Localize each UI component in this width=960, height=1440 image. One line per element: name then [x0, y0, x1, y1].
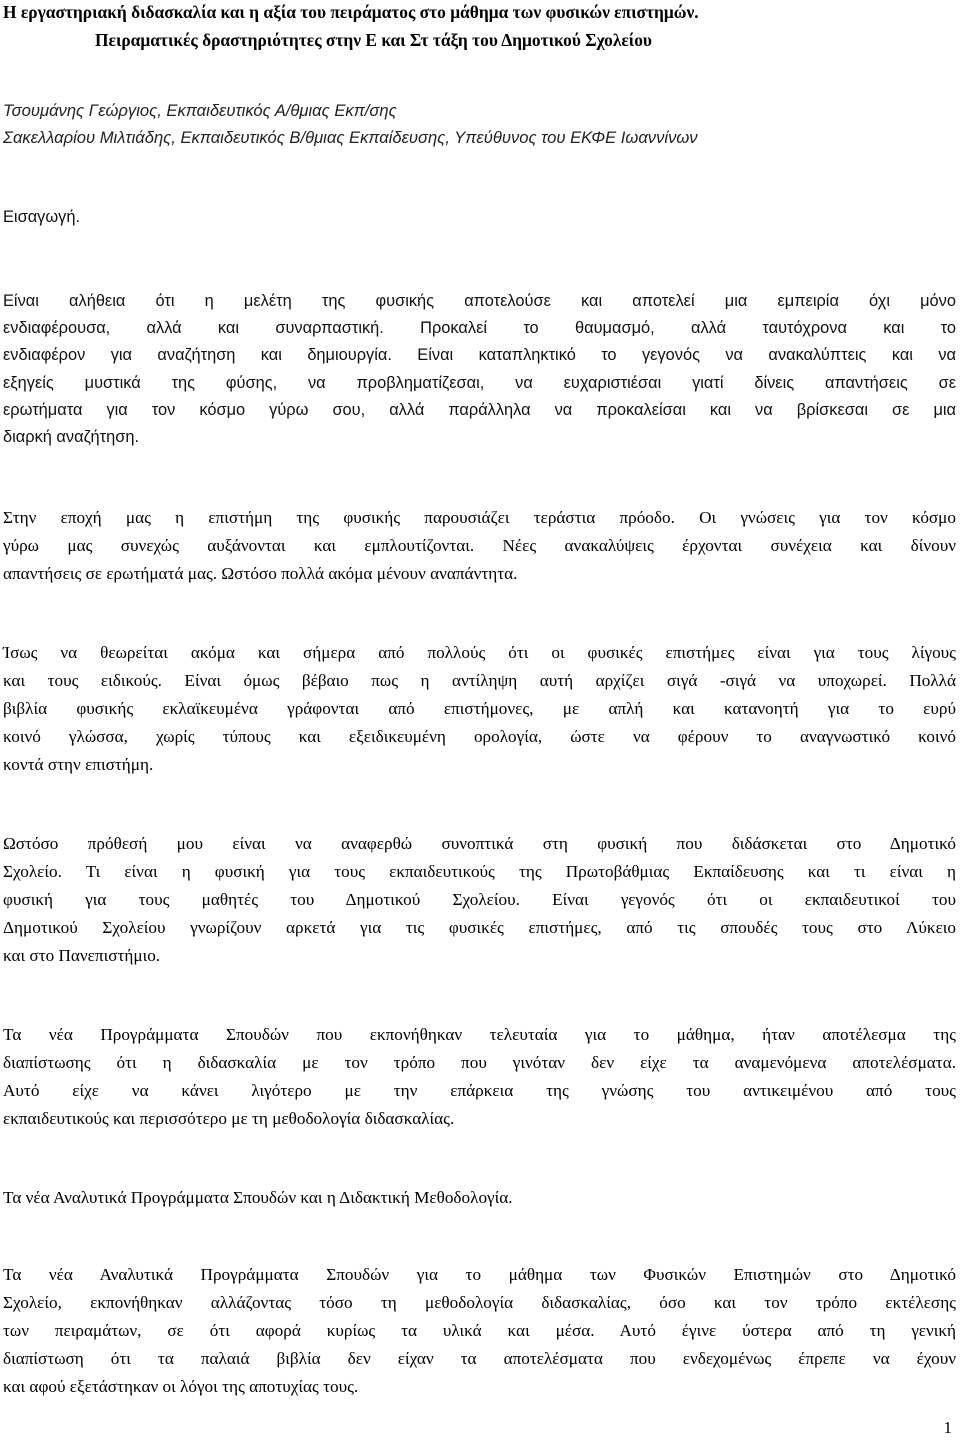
paragraph-line: και στο Πανεπιστήμιο.	[3, 946, 161, 965]
paragraph-line: και τους ειδικούς. Είναι όμως βέβαιο πως η αντίληψη αυτή αρχίζει σιγά -σιγά να υποχωρεί. Πολλά	[3, 671, 956, 690]
paragraph-line: Τα νέα Προγράμματα Σπουδών που εκπονήθηκαν τελευταία για το μάθημα, ήταν αποτέλεσμα της	[3, 1025, 956, 1044]
paragraph-line: Στην εποχή μας η επιστήμη της φυσικής παρουσιάζει τεράστια πρόοδο. Οι γνώσεις για τον κόσμο	[3, 508, 956, 527]
paragraph-line: γύρω μας συνεχώς αυξάνονται και εμπλουτίζονται. Νέες ανακαλύψεις έρχονται συνέχεια και δίνουν	[3, 536, 956, 555]
intro-line: διαρκή αναζήτηση.	[3, 428, 139, 446]
paragraph-line: Ωστόσο πρόθεσή μου είναι να αναφερθώ συνοπτικά στη φυσική που διδάσκεται στο Δημοτικό	[3, 834, 956, 853]
page-number: 1	[943, 1418, 952, 1437]
paragraph-line: διαπίστωσης ότι η διδασκαλία με τον τρόπο που γινόταν δεν είχε τα αναμενόμενα αποτελέσματα.	[3, 1053, 956, 1072]
paragraph-line: φυσική για τους μαθητές του Δημοτικού Σχολείου. Είναι γεγονός ότι οι εκπαιδευτικοί του	[3, 890, 956, 909]
paragraph-line: κοινό γλώσσα, χωρίς τύπους και εξειδικευμένη ορολογία, ώστε να φέρουν το αναγνωστικό κοινό	[3, 727, 956, 746]
paragraph-line: και αφού εξετάστηκαν οι λόγοι της αποτυχίας τους.	[3, 1377, 359, 1396]
author-1: Τσουμάνης Γεώργιος, Εκπαιδευτικός Α/θμιας Εκπ/σης	[3, 101, 397, 120]
paragraph-line: κοντά στην επιστήμη.	[3, 755, 154, 774]
intro-line: ενδιαφέρουσα, αλλά και συναρπαστική. Προκαλεί το θαυμασμό, αλλά ταυτόχρονα και το	[3, 319, 956, 337]
paragraph-line: των πειραμάτων, σε ότι αφορά κυρίως τα υλικά και μέσα. Αυτό έγινε ύστερα από τη γενική	[3, 1321, 956, 1340]
paragraph-line: Αυτό είχε να κάνει λιγότερο με την επάρκεια της γνώσης του αντικειμένου από τους	[3, 1081, 956, 1100]
intro-line: ερωτήματα για τον κόσμο γύρω σου, αλλά παράλληλα να προκαλείσαι και να βρίσκεσαι σε μια	[3, 401, 956, 419]
paragraph-line: Τα νέα Αναλυτικά Προγράμματα Σπουδών για το μάθημα των Φυσικών Επιστημών στο Δημοτικό	[3, 1265, 956, 1284]
paragraph-line: απαντήσεις σε ερωτήματά μας. Ωστόσο πολλά ακόμα μένουν αναπάντητα.	[3, 564, 518, 583]
paragraph-line: Δημοτικού Σχολείου γνωρίζουν αρκετά για τις φυσικές επιστήμες, από τις σπουδές τους στο Λύκειο	[3, 918, 956, 937]
intro-line: εξηγείς μυστικά της φύσης, να προβληματίζεσαι, να ευχαριστιέσαι γιατί δίνεις απαντήσεις σε	[3, 374, 956, 392]
section-heading-introduction: Εισαγωγή.	[3, 208, 81, 226]
paragraph-line: Σχολείο, εκπονήθηκαν αλλάζοντας τόσο τη μεθοδολογία διδασκαλίας, όσο και τον τρόπο εκτέλεσης	[3, 1293, 956, 1312]
title-line-1: Η εργαστηριακή διδασκαλία και η αξία του πειράματος στο μάθημα των φυσικών επιστημών.	[3, 2, 699, 22]
author-2: Σακελλαρίου Μιλτιάδης, Εκπαιδευτικός Β/θμιας Εκπαίδευσης, Υπεύθυνος του ΕΚΦΕ Ιωαννίνων	[3, 128, 698, 147]
section-heading-curricula: Τα νέα Αναλυτικά Προγράμματα Σπουδών και η Διδακτική Μεθοδολογία.	[3, 1188, 513, 1207]
paragraph-line: Σχολείο. Τι είναι η φυσική για τους εκπαιδευτικούς της Πρωτοβάθμιας Εκπαίδευσης και τι είναι η	[3, 862, 956, 881]
paragraph-line: βιβλία φυσικής εκλαϊκευμένα γράφονται από επιστήμονες, με απλή και κατανοητή για το ευρύ	[3, 699, 956, 718]
paragraph-line: εκπαιδευτικούς και περισσότερο με τη μεθοδολογία διδασκαλίας.	[3, 1109, 455, 1128]
paragraph-line: διαπίστωση ότι τα παλαιά βιβλία δεν είχαν τα αποτελέσματα που ενδεχομένως έπρεπε να έχουν	[3, 1349, 956, 1368]
title-line-2: Πειραματικές δραστηριότητες στην Ε και Στ τάξη του Δημοτικού Σχολείου	[95, 30, 652, 50]
intro-line: Είναι αλήθεια ότι η μελέτη της φυσικής αποτελούσε και αποτελεί μια εμπειρία όχι μόνο	[3, 292, 956, 310]
paragraph-line: Ίσως να θεωρείται ακόμα και σήμερα από πολλούς ότι οι φυσικές επιστήμες είναι για τους λίγους	[3, 643, 956, 662]
intro-line: ενδιαφέρον για αναζήτηση και δημιουργία. Είναι καταπληκτικό το γεγονός να ανακαλύπτεις και να	[3, 346, 956, 364]
